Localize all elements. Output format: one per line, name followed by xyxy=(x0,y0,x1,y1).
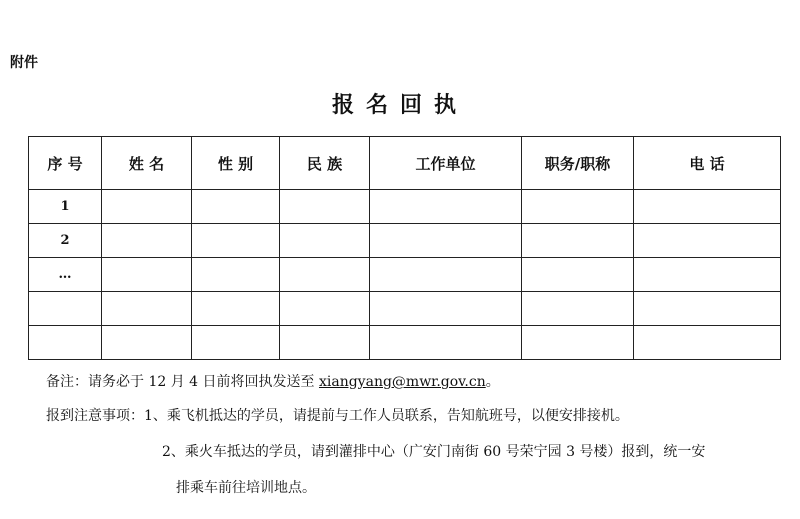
phone-cell[interactable] xyxy=(634,292,781,326)
name-cell[interactable] xyxy=(102,190,192,224)
remark-line xyxy=(46,372,500,392)
header-cell: 民 族 xyxy=(280,137,370,190)
row-index: 2 xyxy=(29,224,102,258)
table-row xyxy=(29,292,781,326)
title-cell[interactable] xyxy=(522,190,634,224)
attachment-label: 附件 xyxy=(10,55,38,71)
employer-cell[interactable] xyxy=(370,224,522,258)
row-index xyxy=(29,292,102,326)
phone-cell[interactable] xyxy=(634,326,781,360)
ethnicity-cell[interactable] xyxy=(280,224,370,258)
name-cell[interactable] xyxy=(102,292,192,326)
ethnicity-cell[interactable] xyxy=(280,190,370,224)
email-link[interactable]: xiangyang@mwr.gov.cn xyxy=(318,374,486,390)
row-index xyxy=(29,326,102,360)
employer-cell[interactable] xyxy=(370,326,522,360)
gender-cell[interactable] xyxy=(192,292,280,326)
phone-cell[interactable] xyxy=(634,258,781,292)
gender-cell[interactable] xyxy=(192,190,280,224)
arrival-item-2: 2、乘火车抵达的学员，请到灌排中心（广安门南街 60 号荣宁园 3 号楼）报到，统一安 xyxy=(162,444,706,460)
table-row xyxy=(29,190,781,224)
title-cell[interactable] xyxy=(522,224,634,258)
page-title: 报名回执 xyxy=(331,92,468,118)
arrival-item-2-cont: 排乘车前往培训地点。 xyxy=(176,480,316,496)
employer-cell[interactable] xyxy=(370,258,522,292)
arrival-item-1: 1、乘飞机抵达的学员，请提前与工作人员联系，告知航班号，以便安排接机。 xyxy=(144,408,629,424)
name-cell[interactable] xyxy=(102,326,192,360)
gender-cell[interactable] xyxy=(192,258,280,292)
arrival-label: 报到注意事项： xyxy=(46,408,144,424)
remark-end: 。 xyxy=(485,374,500,390)
name-cell[interactable] xyxy=(102,258,192,292)
header-cell: 职务/职称 xyxy=(522,137,634,190)
header-cell: 电 话 xyxy=(634,137,781,190)
ethnicity-cell[interactable] xyxy=(280,292,370,326)
header-cell: 姓 名 xyxy=(102,137,192,190)
ethnicity-cell[interactable] xyxy=(280,326,370,360)
gender-cell[interactable] xyxy=(192,326,280,360)
title-cell[interactable] xyxy=(522,326,634,360)
arrival-line xyxy=(46,406,629,426)
employer-cell[interactable] xyxy=(370,190,522,224)
title-cell[interactable] xyxy=(522,258,634,292)
table-row xyxy=(29,326,781,360)
gender-cell[interactable] xyxy=(192,224,280,258)
table-row xyxy=(29,224,781,258)
phone-cell[interactable] xyxy=(634,224,781,258)
title-cell[interactable] xyxy=(522,292,634,326)
row-index: 1 xyxy=(29,190,102,224)
table-row xyxy=(29,258,781,292)
registration-table xyxy=(28,136,781,360)
name-cell[interactable] xyxy=(102,224,192,258)
ethnicity-cell[interactable] xyxy=(280,258,370,292)
remark-text: 请务必于 12 月 4 日前将回执发送至 xyxy=(88,374,319,390)
header-cell: 工作单位 xyxy=(370,137,522,190)
employer-cell[interactable] xyxy=(370,292,522,326)
phone-cell[interactable] xyxy=(634,190,781,224)
row-index: … xyxy=(29,258,102,292)
header-cell: 序 号 xyxy=(29,137,102,190)
table-header-row xyxy=(29,137,781,190)
header-cell: 性 别 xyxy=(192,137,280,190)
remark-label: 备注： xyxy=(46,374,88,390)
